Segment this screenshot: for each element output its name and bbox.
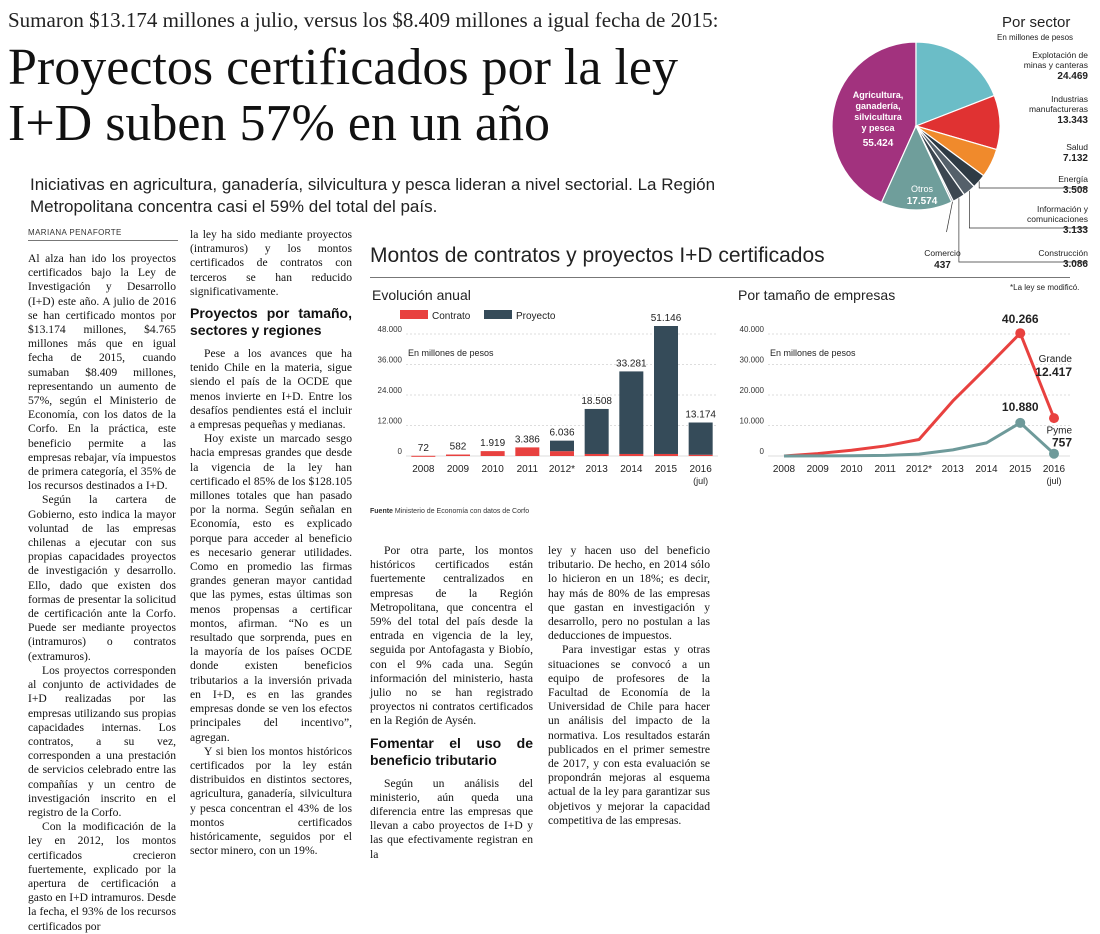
- data-label: 10.880: [1001, 399, 1039, 414]
- pie-outer-label: Explotación de: [1032, 50, 1088, 60]
- x-tick-label: 2015: [1009, 464, 1032, 475]
- paragraph: Con la modificación de la ley en 2012, los montos certificados crecieron fuertemente, explicado por la apertura de certificación a gasto en I+D intramuros. Desde la fecha, el 93% de los recursos certificados por: [28, 820, 176, 933]
- subheading: Fomentar el uso de beneficio tributario: [370, 734, 533, 768]
- series-point-pyme: [1015, 418, 1025, 428]
- x-tick-label: 2011: [516, 464, 539, 475]
- x-tick-label: 2009: [446, 464, 470, 475]
- line-chart: [734, 300, 1090, 498]
- bar-contrato: [481, 451, 505, 456]
- bar-contrato: [550, 451, 574, 456]
- bar-chart-unit: En millones de pesos: [408, 348, 494, 358]
- pie-leader-line: [946, 202, 952, 232]
- y-tick-label: 20.000: [739, 386, 764, 395]
- pie-outer-value: 3.508: [1062, 185, 1088, 196]
- byline-rule: [28, 240, 178, 241]
- headline: [8, 40, 808, 152]
- bar-value-label: 18.508: [581, 395, 612, 407]
- paragraph: Según un análisis del ministerio, aún queda una diferencia entre las empresas que llevan a cabo proyectos de I+D y las que efectivamente registran en la: [370, 776, 533, 861]
- pie-outer-value: 24.469: [1057, 71, 1088, 82]
- series-point-grande: [1049, 413, 1059, 423]
- bar-value-label: 582: [449, 441, 467, 453]
- x-tick-label: 2012*: [905, 464, 933, 475]
- data-label: Grande: [1038, 354, 1072, 366]
- bar-value-label: 1.919: [480, 438, 506, 450]
- bar-contrato: [585, 454, 609, 456]
- bar-value-label: 33.281: [616, 358, 647, 370]
- bar-contrato: [515, 447, 539, 456]
- x-tick-label: 2013: [941, 464, 964, 475]
- pie-outer-value: 3.086: [1062, 259, 1088, 270]
- y-tick-label: 0: [397, 447, 402, 456]
- pie-outer-value: 437: [934, 260, 951, 271]
- legend-swatch-proyecto: [484, 310, 512, 319]
- x-tick-label: 2011: [874, 464, 897, 475]
- bar-value-label: 3.386: [514, 434, 540, 446]
- x-tick-label: 2008: [412, 464, 435, 475]
- y-tick-label: 12.000: [377, 416, 402, 426]
- pie-inner-label: Otros: [910, 184, 934, 194]
- bar-contrato: [689, 455, 713, 456]
- paragraph: Según la cartera de Gobierno, esto indica la mayor voluntad de las empresas chilenas a ejecutar con sus propias capacidades proyectos de investigación y desarrollo. Ello, dado que existen dos formas de presentar la solicitud de certificación ante la Corfo. Puede ser mediante proyectos (intramuros) o contratos (extramuros).: [28, 493, 176, 663]
- column-1: [28, 252, 176, 934]
- y-tick-label: 24.000: [377, 386, 402, 395]
- y-tick-label: 48.000: [377, 325, 402, 334]
- x-tick-label: 2013: [585, 464, 608, 475]
- paragraph: Por otra parte, los montos históricos certificados están fuertemente centralizados en empresas de la Región Metropolitana, que concentra el 59% del total del país desde la entrada en vigencia de la ley, seguida por Antofagasta y Biobío, con el 9% cada una. Según información del ministerio, hasta julio no se han registrado proyectos ni contratos certificados en la Región de Aysén.: [370, 544, 533, 728]
- data-label: 40.266: [1001, 312, 1039, 327]
- paragraph: Y si bien los montos históricos certificados por la ley están distribuidos en distintos sectores, agricultura, ganadería, silvicultura y pesca concentran el 43% de los montos certificados históricamente, seguidos por el sector minero, con un 19%.: [190, 744, 352, 858]
- y-tick-label: 10.000: [739, 416, 764, 426]
- byline: MARIANA PENAFORTE: [28, 228, 122, 237]
- bar-chart: [366, 300, 722, 498]
- legend-label-proyecto: Proyecto: [516, 311, 556, 322]
- x-tick-sublabel: (jul): [693, 476, 709, 486]
- bar-contrato: [411, 456, 435, 457]
- x-tick-label: 2008: [772, 464, 796, 475]
- paragraph: Pese a los avances que ha tenido Chile en la materia, sigue siendo el país de la OCDE que menos invierte en I+D. Entre los desafíos pendientes está el incluir a empresas pequeñas y medianas.: [190, 347, 352, 432]
- paragraph: ley y hacen uso del beneficio tributario. De hecho, en 2014 sólo lo hicieron en un 18%; es decir, hay más de 80% de las empresas que gastan en investigación y desarrollo, pero no postulan a las deducciones de impuestos.: [548, 544, 710, 643]
- data-label: 12.417: [1035, 365, 1072, 380]
- pie-inner-label: silvicultura: [854, 112, 902, 122]
- data-label: 757: [1051, 435, 1072, 450]
- bar-proyecto: [619, 371, 643, 454]
- paragraph: la ley ha sido mediante proyectos (intramuros) y los montos certificados de contratos con terceros se han reducido significativamente.: [190, 228, 352, 298]
- pie-chart: [830, 30, 1100, 285]
- pie-title: Por sector: [1002, 14, 1071, 31]
- graphic-title: Montos de contratos y proyectos I+D certificados: [370, 244, 825, 267]
- headline-line-1: Proyectos certificados por la ley: [8, 39, 678, 96]
- bar-value-label: 13.174: [685, 409, 716, 421]
- pie-outer-label: Comercio: [924, 248, 961, 258]
- series-point-grande: [1015, 328, 1025, 338]
- pie-outer-label: Construcción: [1038, 248, 1088, 258]
- data-label: Pyme: [1046, 425, 1072, 437]
- pie-inner-label: y pesca: [861, 123, 895, 133]
- bar-proyecto: [550, 441, 574, 452]
- footnote: *La ley se modificó.: [1010, 283, 1080, 292]
- x-tick-sublabel: (jul): [1046, 476, 1062, 486]
- pie-outer-label: comunicaciones: [1027, 214, 1088, 224]
- pie-outer-value: 7.132: [1062, 153, 1088, 164]
- bar-value-label: 72: [417, 442, 429, 454]
- pie-outer-value: 13.343: [1057, 115, 1088, 126]
- column-4: [548, 544, 710, 828]
- x-tick-label: 2012*: [548, 464, 576, 475]
- pie-outer-label: Información y: [1036, 204, 1088, 214]
- pie-inner-value: 55.424: [862, 138, 894, 149]
- pie-outer-label: Salud: [1066, 142, 1088, 152]
- column-3: [370, 544, 533, 862]
- paragraph: Para investigar estas y otras situaciones se convocó a un equipo de profesores de la Facultad de Economía de la Universidad de Chile para hacer un análisis del impacto de la normativa. Los resultados estarán publicados en el primer semestre de 2017, y con esta evaluación se propondrán mejoras al esquema actual de la ley para garantizar sus objetivos y mejorar la capacidad competitiva de las empresas.: [548, 643, 710, 827]
- bar-proyecto: [654, 326, 678, 454]
- source-text: Ministerio de Economía con datos de Corfo: [394, 508, 530, 515]
- x-tick-label: 2015: [654, 464, 678, 475]
- y-tick-label: 36.000: [377, 355, 402, 365]
- headline-line-2: I+D suben 57% en un año: [8, 95, 550, 152]
- pie-inner-label: ganadería,: [855, 101, 901, 111]
- legend-swatch-contrato: [400, 310, 428, 319]
- source-note: [370, 508, 529, 515]
- y-tick-label: 0: [759, 447, 764, 456]
- series-point-pyme: [1049, 449, 1059, 459]
- x-tick-label: 2010: [840, 464, 863, 475]
- source-label: Fuente: [370, 508, 393, 515]
- y-tick-label: 30.000: [739, 355, 764, 365]
- bar-contrato: [654, 454, 678, 456]
- x-tick-label: 2014: [975, 464, 998, 475]
- pie-inner-label: Agricultura,: [852, 90, 904, 100]
- pie-outer-label: Industrias: [1051, 94, 1088, 104]
- pie-outer-label: manufactureras: [1028, 104, 1088, 114]
- x-tick-label: 2014: [620, 464, 643, 475]
- bar-value-label: 6.036: [549, 427, 575, 439]
- pie-unit: En millones de pesos: [997, 33, 1074, 42]
- bar-proyecto: [585, 409, 609, 454]
- line-chart-unit: En millones de pesos: [770, 348, 856, 358]
- bar-proyecto: [689, 423, 713, 455]
- bar-value-label: 51.146: [650, 313, 682, 325]
- lead: Iniciativas en agricultura, ganadería, silvicultura y pesca lideran a nivel sectorial. La Región Metropolitana concentra casi el 59% del total del país.: [30, 175, 716, 216]
- subheading: Proyectos por tamaño, sectores y regiones: [190, 305, 352, 339]
- legend-label-contrato: Contrato: [432, 311, 471, 322]
- bar-contrato: [619, 454, 643, 456]
- pie-outer-label: Energía: [1058, 174, 1088, 184]
- paragraph: Al alza han ido los proyectos certificados bajo la Ley de Investigación y Desarrollo (I+D) este año. A julio de 2016 se han certificado montos por $13.174 millones, $4.765 millones más que en igual fecha de 2015, cuando sumaban $8.409 millones, representando un aumento de 57%, según el Ministerio de Economía, con los datos de la Corfo. En la práctica, este beneficio permite a las empresas rebajar, vía impuestos de primera categoría, el 35% de los recursos destinados a I+D.: [28, 252, 176, 493]
- x-tick-label: 2010: [481, 464, 504, 475]
- pie-inner-value: 17.574: [906, 196, 938, 207]
- paragraph: Los proyectos corresponden al conjunto de actividades de I+D realizadas por las empresas utilizando sus propias capacidades internas. Los contratos, a su vez, corresponden a una prestación de servicios celebrado entre las compañías y un centro de investigación inscrito en el registro de la Corfo.: [28, 663, 176, 819]
- bar-chart-title: Evolución anual: [372, 287, 471, 303]
- column-2: [190, 228, 352, 858]
- line-chart-title: Por tamaño de empresas: [738, 287, 896, 303]
- pie-outer-label: minas y canteras: [1023, 60, 1088, 70]
- y-tick-label: 40.000: [739, 325, 764, 334]
- kicker: Sumaron $13.174 millones a julio, versus los $8.409 millones a igual fecha de 2015:: [8, 8, 719, 32]
- x-tick-label: 2016: [1042, 464, 1066, 475]
- paragraph: Hoy existe un marcado sesgo hacia empresas grandes que desde la vigencia de la ley han certificado el 85% de los $128.105 millones totales que han pasado por la norma. Según señalan en Economía, esto es explicado porque para acceder al beneficio es necesario generar utilidades. Como en promedio las firmas grandes generan mayor cantidad que las pymes, estas últimas son menos propensas a certificar montos, afirman. “No es un resultado que sorprenda, pues en la mayoría de los países OCDE donde existen beneficios tributarios a la inversión privada en I+D, es en las grandes empresas donde se ven los efectos principales del incentivo”, agregan.: [190, 432, 352, 744]
- bar-contrato: [446, 455, 470, 456]
- x-tick-label: 2016: [689, 464, 712, 475]
- x-tick-label: 2009: [806, 464, 829, 475]
- pie-outer-value: 3.133: [1062, 225, 1088, 236]
